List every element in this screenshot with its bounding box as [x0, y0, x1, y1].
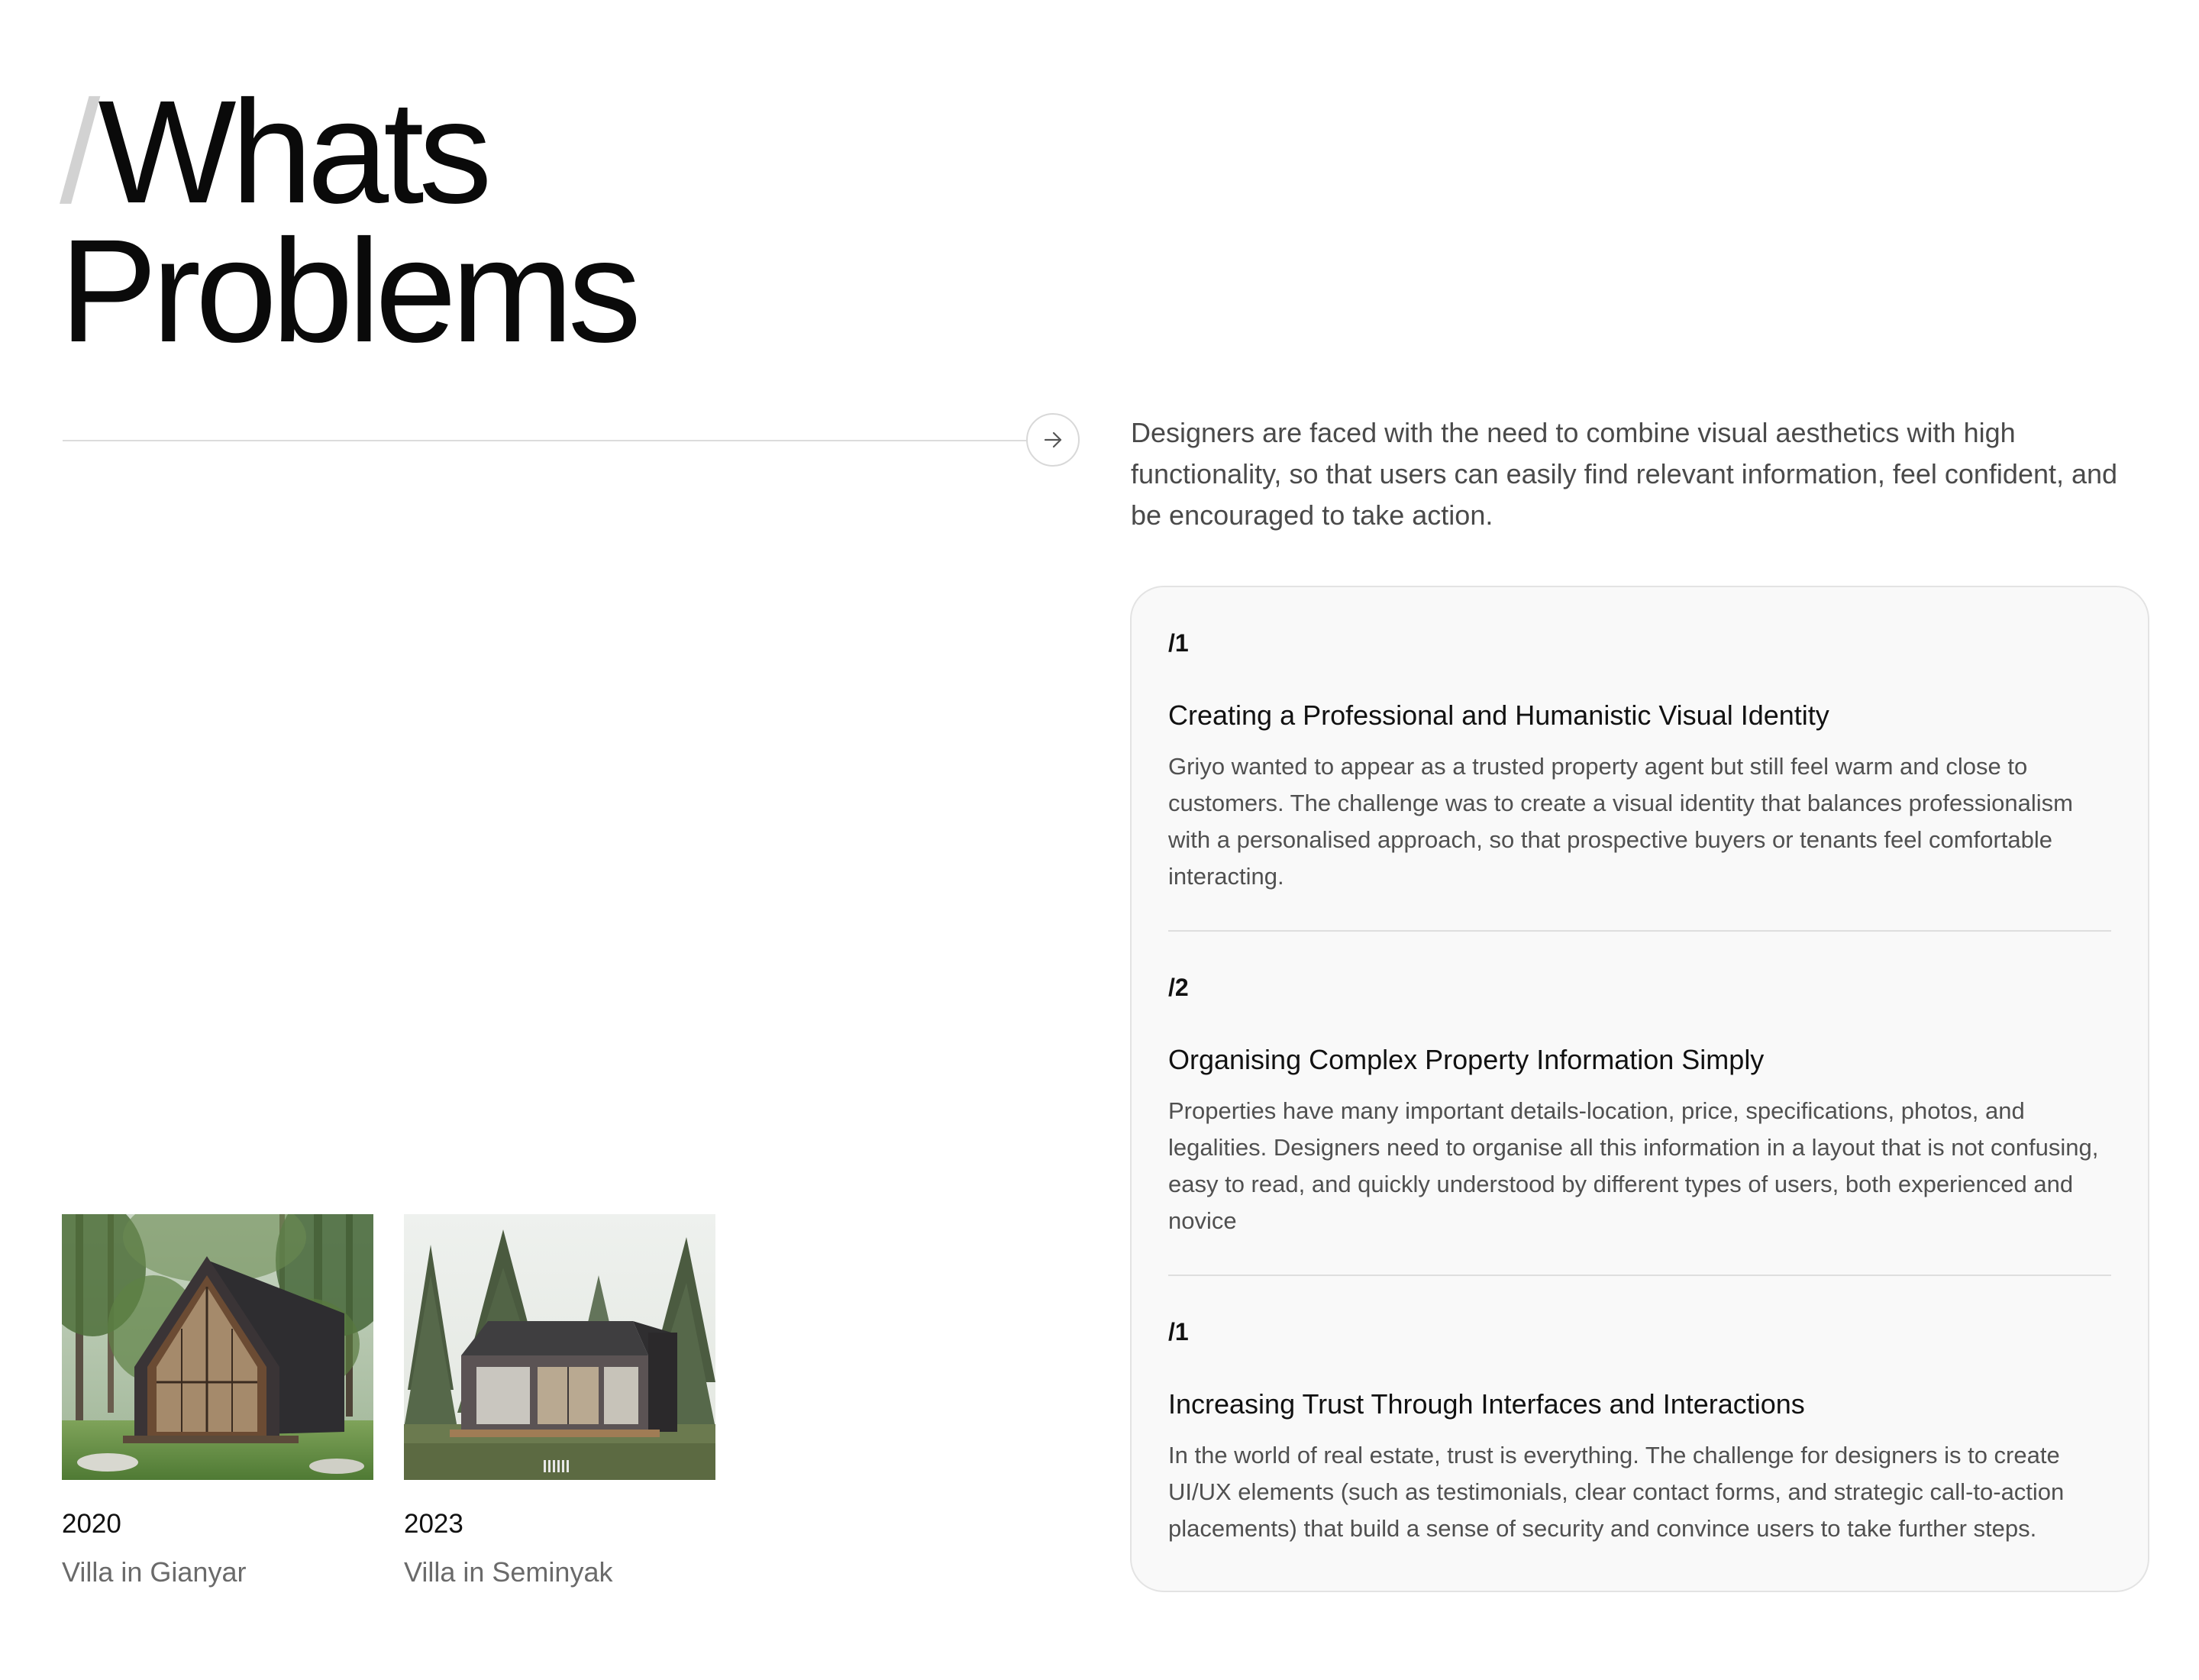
next-arrow-button[interactable] — [1026, 413, 1080, 467]
property-card-gianyar[interactable] — [62, 1214, 373, 1590]
dark-cabin-with-pines-photo[interactable] — [404, 1214, 715, 1480]
title-slash: / — [60, 69, 95, 234]
property-card-seminyak[interactable] — [404, 1214, 715, 1590]
problem-number: /1 — [1168, 1318, 1189, 1346]
problem-item-2 — [1168, 930, 2111, 1275]
problem-number: /1 — [1168, 629, 1189, 657]
title-word-problems: Problems — [60, 208, 636, 373]
problem-description: Properties have many important details-location, price, specifications, photos, and legalities. Designers need to organise all this information in a layout that is not confusing, easy to read, and quickly understood by different types of users, both experienced and novice — [1168, 1097, 2099, 1234]
section-divider — [63, 440, 1028, 441]
problem-description: In the world of real estate, trust is everything. The challenge for designers is to create UI/UX elements (such as testimonials, clear contact forms, and strategic call-to-action placements) that build a sense of security and convince users to take further steps. — [1168, 1442, 2065, 1542]
forest-a-frame-cabin-photo[interactable] — [62, 1214, 373, 1480]
property-name: Villa in Gianyar — [62, 1556, 247, 1588]
title-word-whats: Whats — [98, 69, 487, 234]
problem-item-1 — [1168, 587, 2111, 930]
problem-title: Increasing Trust Through Interfaces and Interactions — [1168, 1388, 1805, 1420]
property-year: 2020 — [62, 1509, 121, 1539]
page-title — [60, 69, 636, 373]
property-year: 2023 — [404, 1509, 463, 1539]
page-title-line-1 — [60, 69, 636, 234]
problem-title: Organising Complex Property Information Simply — [1168, 1044, 1765, 1075]
problems-panel — [1130, 586, 2149, 1592]
problem-number: /2 — [1168, 974, 1189, 1001]
problem-description: Griyo wanted to appear as a trusted property agent but still feel warm and close to customers. The challenge was to create a visual identity that balances professionalism with a personalised approach, so that prospective buyers or tenants feel comfortable interacting. — [1168, 753, 2073, 890]
problem-item-3 — [1168, 1275, 2111, 1582]
arrow-right-icon — [1041, 428, 1065, 452]
property-name: Villa in Seminyak — [404, 1556, 613, 1588]
problem-title: Creating a Professional and Humanistic Visual Identity — [1168, 699, 1829, 731]
intro-paragraph: Designers are faced with the need to combine visual aesthetics with high functionality, so that users can easily find relevant information, feel confident, and be encouraged to take action. — [1131, 417, 2118, 531]
